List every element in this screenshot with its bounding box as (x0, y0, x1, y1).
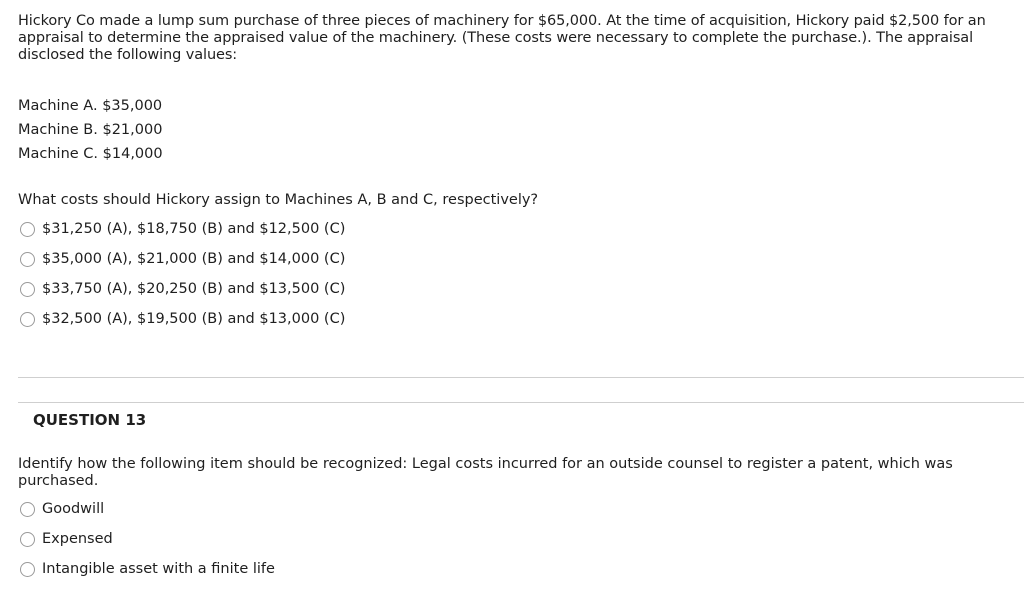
machine-a-value: Machine A. $35,000 (18, 98, 163, 114)
q12-option-3[interactable] (20, 274, 345, 304)
machine-c-value: Machine C. $14,000 (18, 146, 163, 162)
radio-button[interactable] (20, 312, 35, 327)
question-12-prompt: What costs should Hickory assign to Machines A, B and C, respectively? (18, 192, 539, 208)
question-header-divider (18, 402, 1024, 403)
machine-values-list (18, 97, 163, 169)
q12-option-1-label: $31,250 (A), $18,750 (B) and $12,500 (C) (42, 221, 346, 237)
q13-option-3-label: Intangible asset with a finite life (42, 561, 275, 577)
question-13-header: QUESTION 13 (33, 411, 147, 429)
q12-option-2[interactable] (20, 244, 345, 274)
q12-option-4-label: $32,500 (A), $19,500 (B) and $13,000 (C) (42, 311, 346, 327)
q12-option-3-label: $33,750 (A), $20,250 (B) and $13,500 (C) (42, 281, 346, 297)
question-12-intro: Hickory Co made a lump sum purchase of three pieces of machinery for $65,000. At the time of acquisition, Hickory paid $2,500 for an appraisal to determine the appraised value of the machinery. (These costs were necessary to complete the purchase.). The appraisal disclosed the following values: (18, 13, 986, 63)
radio-button[interactable] (20, 562, 35, 577)
radio-button[interactable] (20, 282, 35, 297)
q13-option-2[interactable] (20, 524, 275, 554)
question-12-options (20, 214, 345, 334)
q13-option-2-label: Expensed (42, 531, 113, 547)
question-13-options (20, 494, 275, 584)
section-divider (18, 377, 1024, 378)
q13-option-1[interactable] (20, 494, 275, 524)
q13-option-3[interactable] (20, 554, 275, 584)
question-13-prompt: Identify how the following item should be recognized: Legal costs incurred for an outside counsel to register a patent, which was purchased. (18, 456, 953, 489)
q12-option-2-label: $35,000 (A), $21,000 (B) and $14,000 (C) (42, 251, 346, 267)
q12-option-4[interactable] (20, 304, 345, 334)
q12-option-1[interactable] (20, 214, 345, 244)
radio-button[interactable] (20, 502, 35, 517)
radio-button[interactable] (20, 532, 35, 547)
radio-button[interactable] (20, 252, 35, 267)
q13-option-1-label: Goodwill (42, 501, 105, 517)
radio-button[interactable] (20, 222, 35, 237)
machine-b-value: Machine B. $21,000 (18, 122, 163, 138)
